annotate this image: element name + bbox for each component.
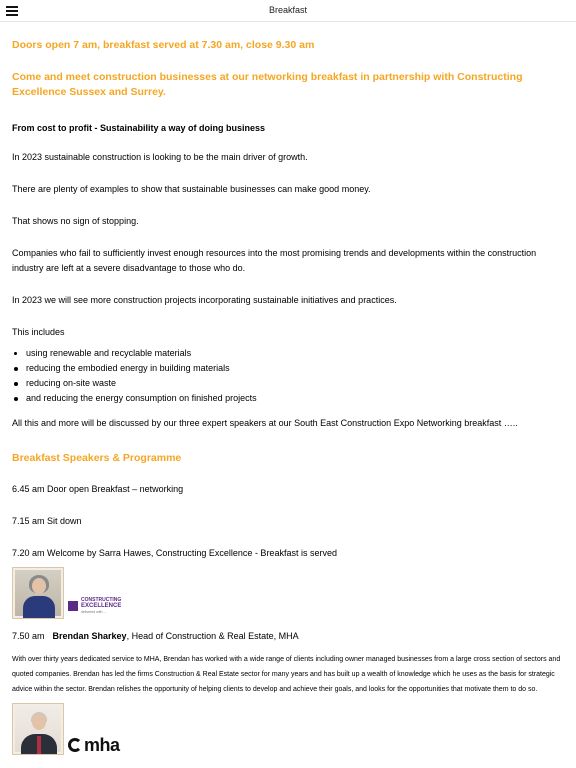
schedule-item: 6.45 am Door open Breakfast – networking <box>12 484 184 494</box>
constructing-excellence-logo <box>68 597 121 615</box>
list-item: and reducing the energy consumption on finished projects <box>12 391 564 406</box>
subheading: From cost to profit - Sustainability a way of doing business <box>12 123 266 133</box>
sarra-hawes-photo <box>12 567 64 619</box>
schedule-item: 7.15 am Sit down <box>12 516 82 526</box>
schedule-item: 7.20 am Welcome by Sarra Hawes, Constructing Excellence - Breakfast is served <box>12 548 337 558</box>
mha-logo-mark-icon <box>68 738 82 752</box>
headline-networking: Come and meet construction businesses at our networking breakfast in partnership with Constructing Excellence Sussex and Surrey. <box>12 71 523 98</box>
ce-logo-line3: delivered with ... <box>81 610 107 614</box>
list-item: reducing on-site waste <box>12 376 564 391</box>
paragraph: In 2023 we will see more construction projects incorporating sustainable initiatives and practices. <box>12 295 397 305</box>
paragraph: Companies who fail to sufficiently invest enough resources into the most promising trends and developments within the construction industry are left at a severe disadvantage to those who do. <box>12 248 537 273</box>
paragraph: In 2023 sustainable construction is looking to be the main driver of growth. <box>12 152 308 162</box>
speaker-role: , Head of Construction & Real Estate, MHA <box>126 631 299 641</box>
ce-logo-line2: EXCELLENCE <box>81 603 122 609</box>
closing-paragraph: All this and more will be discussed by our three expert speakers at our South East Construction Expo Networking breakfast ….. <box>12 418 518 428</box>
list-item: using renewable and recyclable materials <box>12 346 564 361</box>
paragraph: There are plenty of examples to show that sustainable businesses can make good money. <box>12 184 371 194</box>
speaker-line <box>12 629 564 644</box>
ce-logo-line1: CONSTRUCTING <box>81 597 122 603</box>
speaker-bio: With over thirty years dedicated service to MHA, Brendan has worked with a wide range of clients including owner managed businesses from a large cross section of sectors and quoted companies. Brendan has led the firms Construction & Real Estate sector for many years and has built up a wealth of knowledge which he uses as the basis for strategic advice within the sector. Brendan relishes the opportunity of helping clients to develop and achieve their goals, and looks for the opportunities that motivate them to do so. <box>12 656 561 693</box>
includes-label: This includes <box>12 327 65 337</box>
ce-logo-mark-icon <box>68 601 78 611</box>
headline-doors: Doors open 7 am, breakfast served at 7.30 am, close 9.30 am <box>12 39 315 51</box>
mha-speaker-row <box>12 703 564 755</box>
brendan-sharkey-photo <box>12 703 64 755</box>
mha-logo <box>68 735 120 755</box>
top-bar <box>0 0 576 22</box>
speaker-name: Brendan Sharkey <box>52 631 127 641</box>
speaker-time: 7.50 am <box>12 631 45 641</box>
mha-logo-text: mha <box>84 735 120 755</box>
article-content <box>12 22 564 755</box>
list-item: reducing the embodied energy in building materials <box>12 361 564 376</box>
sustainability-list <box>12 346 564 406</box>
speakers-heading: Breakfast Speakers & Programme <box>12 452 182 464</box>
paragraph: That shows no sign of stopping. <box>12 216 139 226</box>
page-title: Breakfast <box>268 5 308 15</box>
welcome-speaker-row <box>12 567 564 619</box>
